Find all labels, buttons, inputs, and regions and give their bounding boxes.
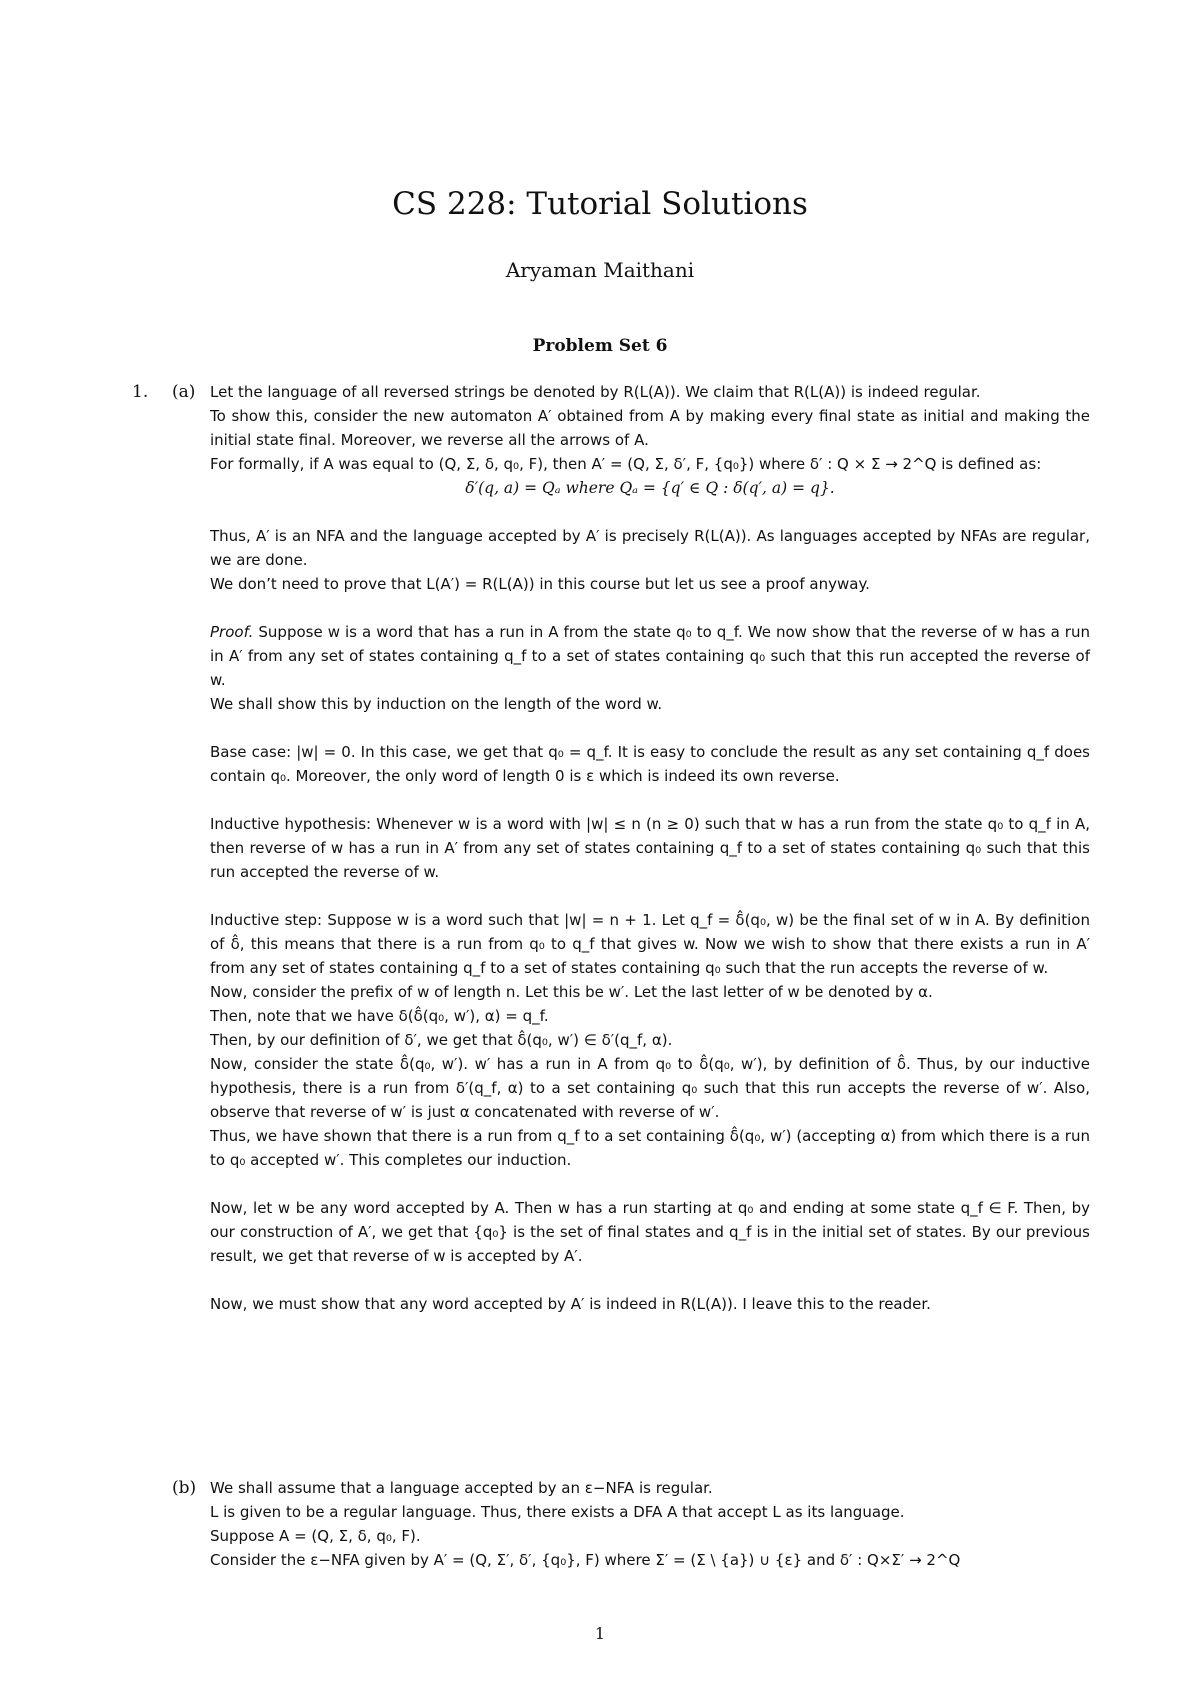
paragraph: Inductive hypothesis: Whenever w is a word with |w| ≤ n (n ≥ 0) such that w has a run from the state q₀ to q_f in A, then reverse of w has a run in A′ from any set of states containing q_f to a set of states containing q₀ such that this run accepted the reverse of w. [210, 815, 1090, 881]
proof-text: Suppose w is a word that has a run in A from the state q₀ to q_f. We now show that the reverse of w has a run in A′ from any set of states containing q_f to a set of states containing q₀ such that this run accepted the reverse of w. [210, 623, 1090, 689]
paragraph: Inductive step: Suppose w is a word such that |w| = n + 1. Let q_f = δ̂(q₀, w) be the final set of w in A. By definition of δ̂, this means that there is a run from q₀ to q_f that gives w. Now we wish to show that there exists a run in A′ from any set of states containing q_f to a set of states containing q₀ such that the run accepts the reverse of w. [210, 911, 1090, 977]
paragraph: Now, consider the state δ̂(q₀, w′). w′ has a run in A from q₀ to δ̂(q₀, w′), by definition of δ̂. Thus, by our inductive hypothesis, there is a run from δ′(q_f, α) to a set containing q₀ such that this run accepts the reverse of w′. Also, observe that reverse of w′ is just α concatenated with reverse of w′. [210, 1055, 1090, 1121]
paragraph: We don’t need to prove that L(A′) = R(L(A)) in this course but let us see a proof anyway. [210, 575, 870, 593]
paragraph: Thus, A′ is an NFA and the language accepted by A′ is precisely R(L(A)). As languages accepted by NFAs are regular, we are done. [210, 527, 1090, 569]
page-number: 1 [594, 1624, 606, 1643]
paragraph: We shall show this by induction on the length of the word w. [210, 695, 663, 713]
part-b-body [210, 1476, 1090, 1572]
paragraph: Thus, we have shown that there is a run from q_f to a set containing δ̂(q₀, w′) (accepting α) from which there is a run to q₀ accepted w′. This completes our induction. [210, 1127, 1090, 1169]
proof-paragraph [210, 620, 1090, 692]
paragraph: Base case: |w| = 0. In this case, we get that q₀ = q_f. It is easy to conclude the result as any set containing q_f does contain q₀. Moreover, the only word of length 0 is ε which is indeed its own reverse. [210, 743, 1090, 785]
equation: δ′(q, a) = Qₐ where Qₐ = {q′ ∈ Q : δ(q′, a) = q}. [465, 479, 835, 497]
problem-set-heading: Problem Set 6 [532, 336, 668, 356]
part-a-body [210, 380, 1090, 1316]
part-b-label: (b) [172, 1478, 197, 1498]
paragraph: Then, by our definition of δ′, we get that δ̂(q₀, w′) ∈ δ′(q_f, α). [210, 1031, 673, 1049]
paragraph: Suppose A = (Q, Σ, δ, q₀, F). [210, 1527, 421, 1545]
paragraph: Now, we must show that any word accepted by A′ is indeed in R(L(A)). I leave this to the reader. [210, 1295, 931, 1313]
paragraph: Now, consider the prefix of w of length n. Let this be w′. Let the last letter of w be denoted by α. [210, 983, 933, 1001]
paragraph: For formally, if A was equal to (Q, Σ, δ, q₀, F), then A′ = (Q, Σ, δ′, F, {q₀}) where δ′ : Q × Σ → 2^Q is defined as: [210, 455, 1042, 473]
paragraph: Let the language of all reversed strings be denoted by R(L(A)). We claim that R(L(A)) is indeed regular. [210, 383, 981, 401]
page-title: CS 228: Tutorial Solutions [392, 186, 808, 222]
author-name: Aryaman Maithani [505, 258, 695, 282]
paragraph: Now, let w be any word accepted by A. Then w has a run starting at q₀ and ending at some state q_f ∈ F. Then, by our construction of A′, we get that {q₀} is the set of final states and q_f is in the initial set of states. By our previous result, we get that reverse of w is accepted by A′. [210, 1199, 1090, 1265]
problem-number: 1. [132, 382, 149, 402]
paragraph: To show this, consider the new automaton A′ obtained from A by making every final state as initial and making the initial state final. Moreover, we reverse all the arrows of A. [210, 407, 1090, 449]
paragraph: L is given to be a regular language. Thus, there exists a DFA A that accept L as its language. [210, 1503, 905, 1521]
paragraph: Then, note that we have δ(δ̂(q₀, w′), α) = q_f. [210, 1007, 549, 1025]
paragraph: We shall assume that a language accepted by an ε−NFA is regular. [210, 1479, 713, 1497]
part-a-label: (a) [172, 382, 196, 402]
proof-label: Proof. [210, 623, 254, 641]
paragraph: Consider the ε−NFA given by A′ = (Q, Σ′, δ′, {q₀}, F) where Σ′ = (Σ \ {a}) ∪ {ε} and δ′ : Q×Σ′ → 2^Q [210, 1551, 961, 1569]
